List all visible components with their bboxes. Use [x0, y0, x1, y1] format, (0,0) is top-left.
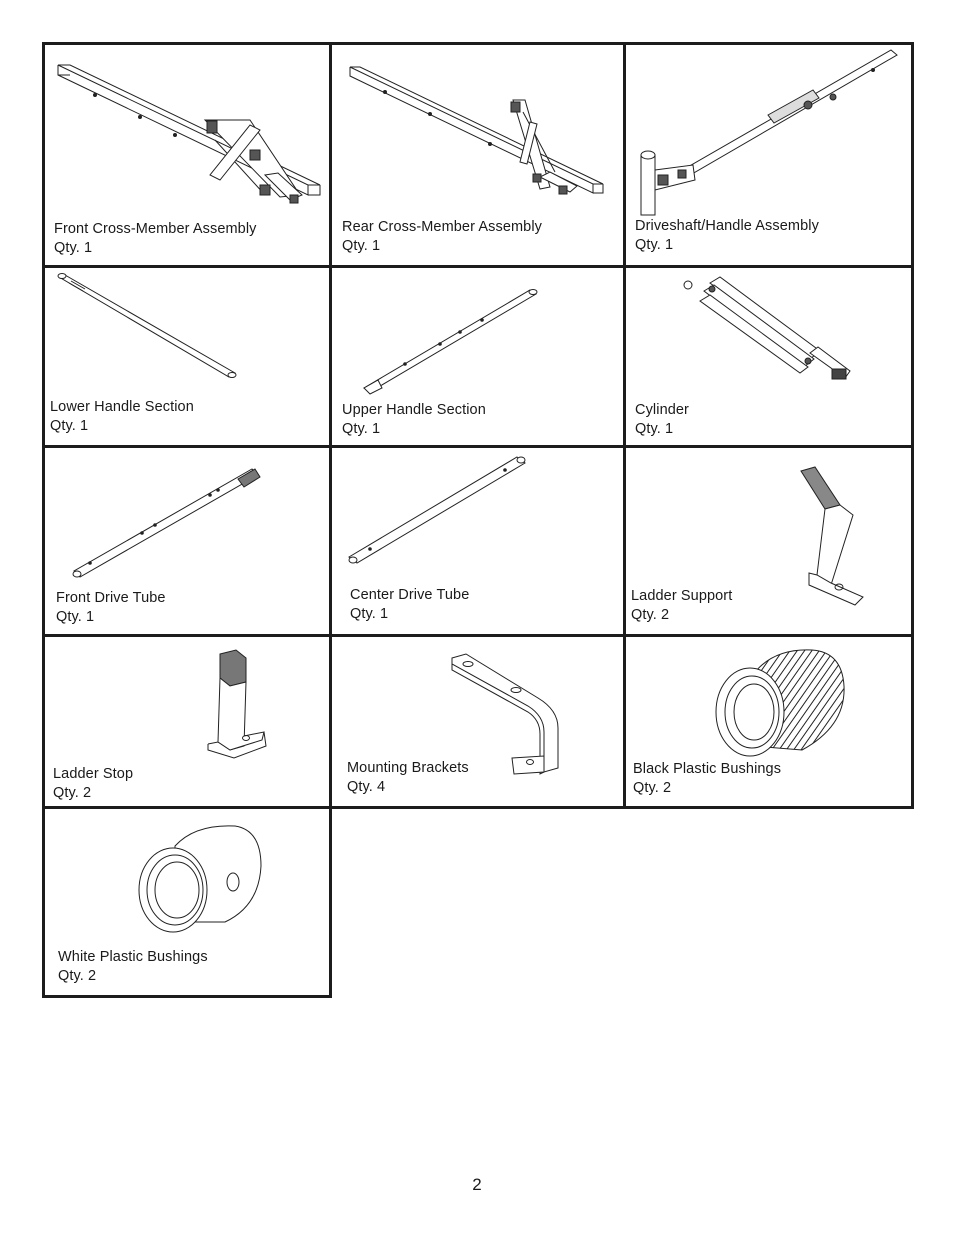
grid-line — [42, 42, 45, 998]
part-qty: Qty. 1 — [635, 237, 674, 253]
part-qty: Qty. 4 — [347, 779, 386, 795]
grid-line — [329, 42, 332, 998]
part-qty: Qty. 1 — [342, 238, 381, 254]
grid-line — [623, 42, 626, 809]
part-name: Mounting Brackets — [347, 760, 469, 776]
white-bushing-illustration — [135, 822, 270, 940]
upper-handle-illustration — [360, 288, 540, 398]
lower-handle-illustration — [55, 273, 240, 383]
part-qty: Qty. 2 — [633, 780, 672, 796]
part-qty: Qty. 1 — [350, 606, 389, 622]
part-name: Ladder Stop — [53, 766, 134, 782]
center-drive-tube-illustration — [345, 455, 530, 565]
part-name: Center Drive Tube — [350, 587, 470, 603]
part-qty: Qty. 2 — [58, 968, 97, 984]
page-number: 2 — [472, 1175, 482, 1194]
part-name: Lower Handle Section — [50, 399, 194, 415]
black-bushing-illustration — [712, 646, 852, 764]
grid-line — [42, 995, 332, 998]
part-qty: Qty. 1 — [342, 421, 381, 437]
cylinder-illustration — [680, 273, 860, 393]
grid-line — [42, 265, 914, 268]
part-name: Upper Handle Section — [342, 402, 486, 418]
grid-line — [42, 806, 914, 809]
rear-cross-member-illustration — [345, 62, 610, 202]
ladder-stop-illustration — [200, 646, 275, 764]
part-name: Driveshaft/Handle Assembly — [635, 218, 819, 234]
part-name: Black Plastic Bushings — [633, 761, 782, 777]
part-name: Rear Cross-Member Assembly — [342, 219, 543, 235]
part-qty: Qty. 1 — [56, 609, 95, 625]
grid-line — [42, 445, 914, 448]
part-name: Front Drive Tube — [56, 590, 166, 606]
ladder-support-illustration — [795, 465, 870, 610]
part-qty: Qty. 1 — [54, 240, 93, 256]
part-qty: Qty. 1 — [635, 421, 674, 437]
front-drive-tube-illustration — [70, 465, 265, 580]
part-name: Ladder Support — [631, 588, 733, 604]
part-name: Front Cross-Member Assembly — [54, 221, 257, 237]
part-qty: Qty. 2 — [53, 785, 92, 801]
driveshaft-handle-illustration — [633, 45, 903, 215]
part-qty: Qty. 2 — [631, 607, 670, 623]
grid-line — [911, 42, 914, 809]
part-name: Cylinder — [635, 402, 689, 418]
front-cross-member-illustration — [50, 55, 325, 215]
grid-line — [42, 634, 914, 637]
part-name: White Plastic Bushings — [58, 949, 208, 965]
part-qty: Qty. 1 — [50, 418, 89, 434]
